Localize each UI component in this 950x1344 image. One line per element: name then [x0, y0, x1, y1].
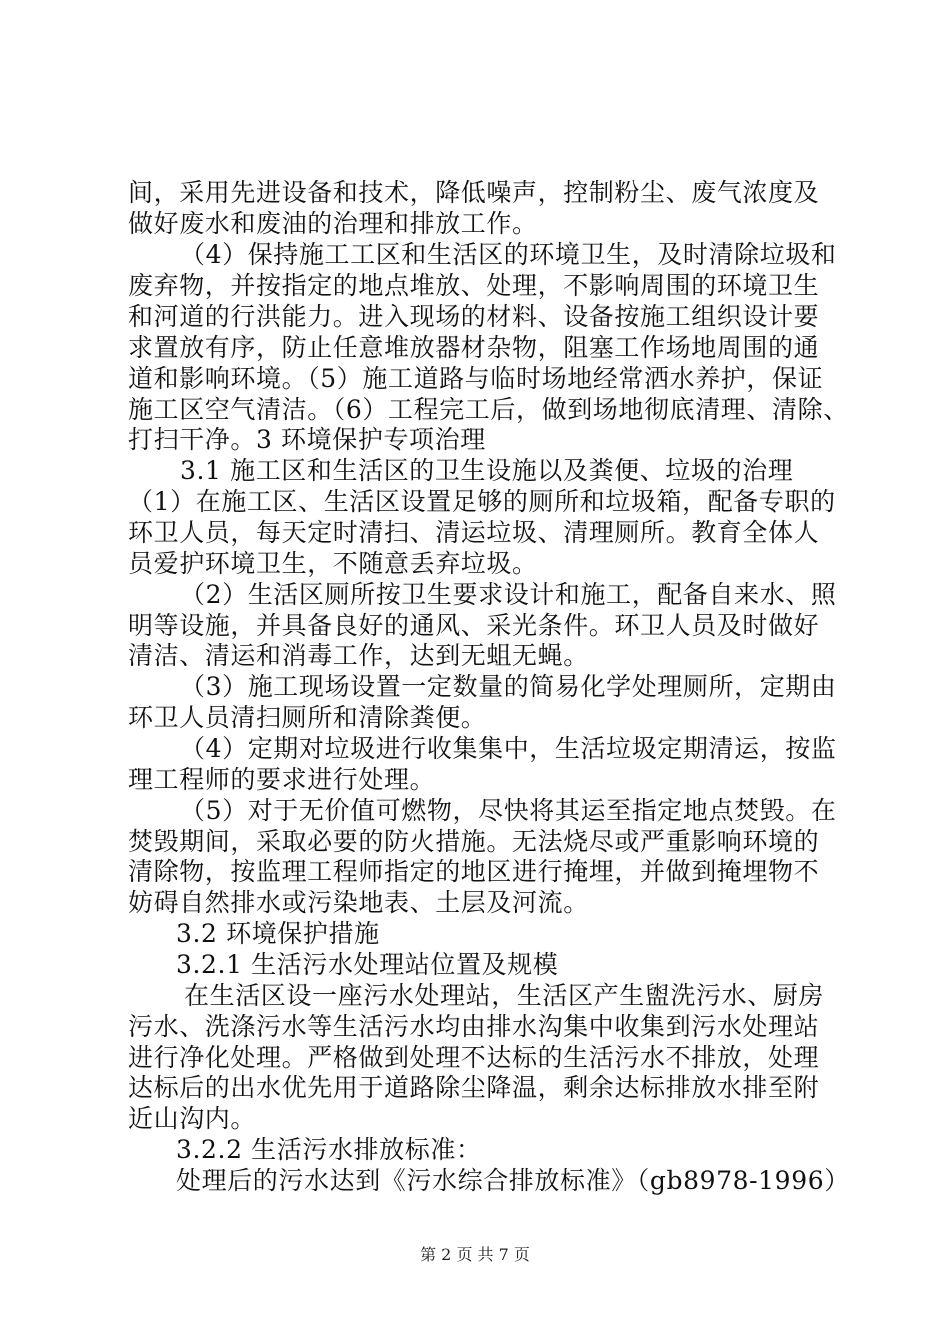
body-text-line: 在生活区设一座污水处理站，生活区产生盥洗污水、厨房: [184, 981, 825, 1010]
section-heading: 3.1 施工区和生活区的卫生设施以及粪便、垃圾的治理: [180, 456, 794, 485]
body-text-line: （5）对于无价值可燃物，尽快将其运至指定地点焚毁。在: [180, 796, 837, 825]
body-text-line: 环卫人员清扫厕所和清除粪便。: [128, 703, 487, 732]
body-text-line: 污水、洗涤污水等生活污水均由排水沟集中收集到污水处理站: [128, 1012, 820, 1041]
body-text-line: 做好废水和废油的治理和排放工作。: [128, 209, 538, 238]
body-text-line: 明等设施，并具备良好的通风、采光条件。环卫人员及时做好: [128, 611, 820, 640]
body-text-line: 达标后的出水优先用于道路除尘降温，剩余达标排放水排至附: [128, 1073, 820, 1102]
body-text-line: 间，采用先进设备和技术，降低噪声，控制粉尘、废气浓度及: [128, 178, 820, 207]
body-text-line: 处理后的污水达到《污水综合排放标准》（gb8978-1996）: [176, 1166, 850, 1195]
body-text-line: （4）定期对垃圾进行收集集中，生活垃圾定期清运，按监: [180, 734, 837, 763]
page-number-footer: 第 2 页 共 7 页: [420, 1245, 530, 1264]
body-text-line: 求置放有序，防止任意堆放器材杂物，阻塞工作场地周围的通: [128, 333, 820, 362]
body-text-line: （4）保持施工工区和生活区的环境卫生，及时清除垃圾和: [180, 240, 837, 269]
body-text-line: 清洁、清运和消毒工作，达到无蛆无蝇。: [128, 641, 589, 670]
body-text-line: 理工程师的要求进行处理。: [128, 765, 436, 794]
body-text-line: 员爱护环境卫生，不随意丢弃垃圾。: [128, 549, 538, 578]
body-text-line: 环卫人员，每天定时清扫、清运垃圾、清理厕所。教育全体人: [128, 518, 820, 547]
body-text-line: 打扫干净。3 环境保护专项治理: [128, 425, 486, 454]
body-text-line: 施工区空气清洁。（6）工程完工后，做到场地彻底清理、清除、: [128, 395, 849, 424]
body-text-line: 进行净化处理。严格做到处理不达标的生活污水不排放，处理: [128, 1043, 820, 1072]
body-text-line: 焚毁期间，采取必要的防火措施。无法烧尽或严重影响环境的: [128, 827, 820, 856]
subsection-heading: 3.2.2 生活污水排放标准：: [176, 1135, 482, 1164]
body-text-line: 道和影响环境。（5）施工道路与临时场地经常洒水养护，保证: [128, 364, 824, 393]
body-text-line: 近山沟内。: [128, 1104, 257, 1133]
body-text-line: 清除物，按监理工程师指定的地区进行掩埋，并做到掩埋物不: [128, 857, 820, 886]
body-text-line: 废弃物，并按指定的地点堆放、处理，不影响周围的环境卫生: [128, 271, 820, 300]
body-text-line: （2）生活区厕所按卫生要求设计和施工，配备自来水、照: [180, 580, 837, 609]
body-text-line: （1）在施工区、生活区设置足够的厕所和垃圾箱，配备专职的: [128, 487, 836, 516]
section-heading: 3.2 环境保护措施: [176, 919, 380, 948]
subsection-heading: 3.2.1 生活污水处理站位置及规模: [176, 950, 559, 979]
body-text-line: （3）施工现场设置一定数量的简易化学处理厕所，定期由: [180, 672, 837, 701]
body-text-line: 和河道的行洪能力。进入现场的材料、设备按施工组织设计要: [128, 302, 820, 331]
body-text-line: 妨碍自然排水或污染地表、土层及河流。: [128, 888, 589, 917]
